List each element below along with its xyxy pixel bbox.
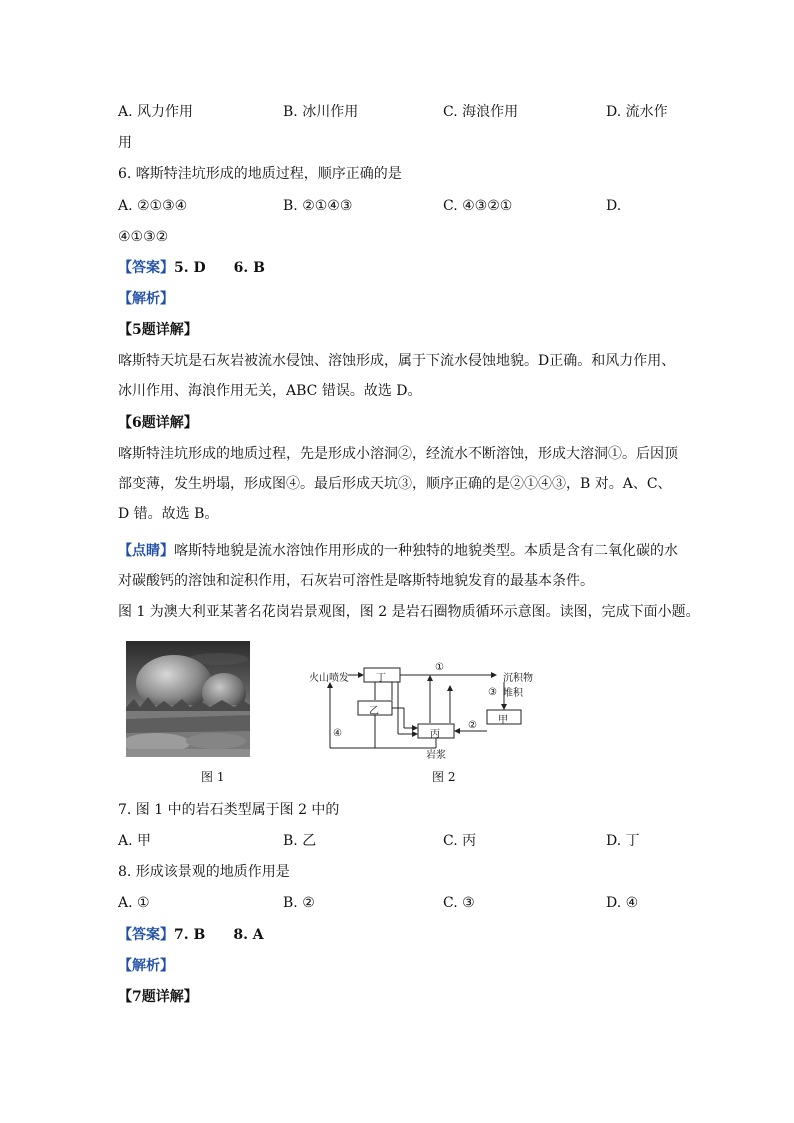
q7-stem: 7. 图 1 中的岩石类型属于图 2 中的 [118, 802, 340, 818]
figure-intro: 图 1 为澳大利亚某著名花岗岩景观图，图 2 是岩石圈物质循环示意图。读图，完成下面小题。 [118, 604, 700, 620]
detail5-label: 【5题详解】 [118, 322, 198, 338]
pointer-paragraph [118, 536, 678, 596]
q6-stem: 6. 喀斯特洼坑形成的地质过程，顺序正确的是 [118, 166, 402, 182]
q6-option-d: D. [606, 198, 622, 214]
label-n4: ④ [333, 728, 342, 739]
q5-option-c: C. 海浪作用 [443, 104, 519, 120]
label-sediment: 沉积物堆积 [503, 673, 533, 699]
rock-cycle-diagram [300, 656, 540, 760]
label-bing: 丙 [430, 729, 440, 740]
q8-option-c: C. ③ [443, 895, 475, 911]
label-magma: 岩浆 [426, 750, 446, 761]
q5-option-d-wrap: 用 [118, 135, 132, 151]
answer-line-1 [118, 258, 265, 278]
figure2-caption: 图 2 [432, 770, 456, 784]
q7-option-b: B. 乙 [283, 833, 317, 849]
figure1-caption: 图 1 [201, 770, 225, 784]
answer-label-2: 【答案】 [118, 927, 174, 943]
q8-stem: 8. 形成该景观的地质作用是 [118, 864, 290, 880]
q5-option-d: D. 流水作 [606, 104, 668, 120]
answer-value: 5. D 6. B [174, 260, 265, 276]
answer-label: 【答案】 [118, 260, 174, 276]
q8-option-a: A. ① [118, 895, 150, 911]
analysis-label-2: 【解析】 [118, 958, 174, 974]
answer-line-2 [118, 925, 264, 945]
q6-option-d-wrap: ④①③② [118, 229, 169, 245]
pointer-text: 喀斯特地貌是流水溶蚀作用形成的一种独特的地貌类型。本质是含有二氧化碳的水对碳酸钙的溶蚀和淀积作用，石灰岩可溶性是喀斯特地貌发育的最基本条件。 [118, 543, 678, 589]
label-n2: ② [468, 720, 477, 731]
label-volcano: 火山喷发 [309, 673, 349, 684]
detail7-label: 【7题详解】 [118, 989, 198, 1005]
answer-value-2: 7. B 8. A [174, 927, 264, 943]
label-jia: 甲 [498, 715, 508, 726]
detail6-text: 喀斯特洼坑形成的地质过程，先是形成小溶洞②，经流水不断溶蚀，形成大溶洞①。后因顶部变薄，发生坍塌，形成图④。最后形成天坑③，顺序正确的是②①④③，B 对。A、C、D 错。故选 B。 [118, 446, 678, 522]
q6-option-b: B. ②①④③ [283, 198, 353, 214]
q8-option-b: B. ② [283, 895, 315, 911]
q8-option-d: D. ④ [606, 895, 639, 911]
label-yi: 乙 [369, 706, 379, 717]
q7-option-d: D. 丁 [606, 833, 640, 849]
q5-option-a: A. 风力作用 [118, 104, 194, 120]
q6-option-c: C. ④③②① [443, 198, 513, 214]
q7-option-c: C. 丙 [443, 833, 477, 849]
q7-option-a: A. 甲 [118, 833, 152, 849]
label-n1: ① [435, 662, 444, 673]
q6-option-a: A. ②①③④ [118, 198, 188, 214]
pointer-label: 【点睛】 [118, 543, 174, 559]
detail5-text: 喀斯特天坑是石灰岩被流水侵蚀、溶蚀形成，属于下流水侵蚀地貌。D正确。和风力作用、冰川作用、海浪作用无关，ABC 错误。故选 D。 [118, 353, 676, 399]
q5-option-b: B. 冰川作用 [283, 104, 359, 120]
label-ding: 丁 [376, 673, 386, 684]
granite-boulders-photo [126, 641, 250, 757]
analysis-label-1: 【解析】 [118, 291, 174, 307]
detail6-label: 【6题详解】 [118, 415, 198, 431]
label-n3: ③ [488, 687, 497, 698]
